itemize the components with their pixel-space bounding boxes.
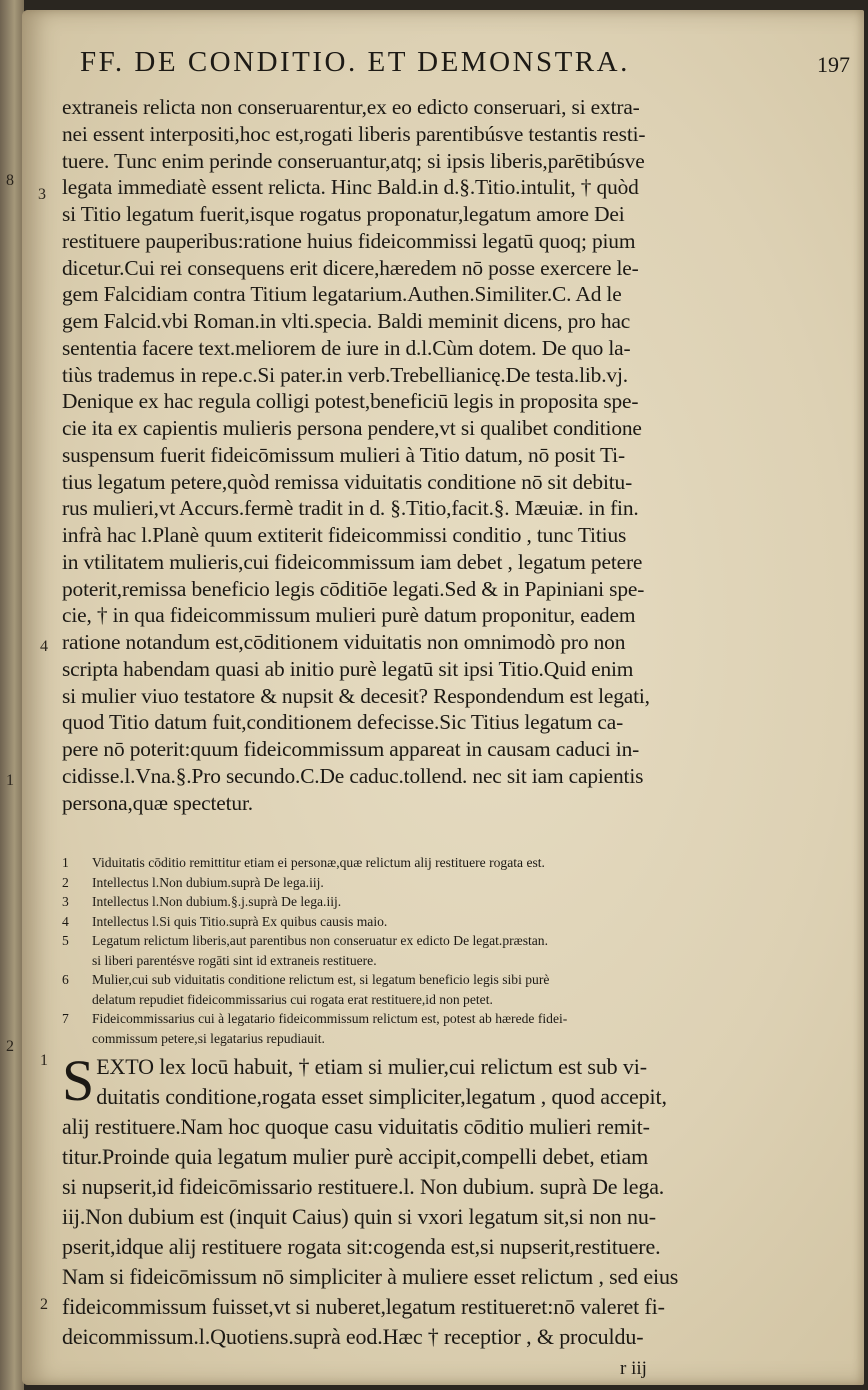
text-line: poterit,remissa beneficio legis cōditiōe legati.Sed & in Papiniani spe- — [62, 576, 645, 601]
margin-number: 1 — [40, 1052, 48, 1069]
section-text — [62, 1048, 742, 1352]
text-line: cie, † in qua fideicommissum mulieri purè datum proponitur, eadem — [62, 603, 636, 628]
text-line: cie ita ex capientis mulieris persona pendere,vt si qualibet conditione — [62, 416, 642, 440]
text-line: nei essent interpositi,hoc est,rogati liberis parentibúsve testantis resti- — [62, 121, 646, 146]
note-line: 2 Intellectus l.Non dubium.suprà De lega.iij. — [62, 874, 324, 890]
text-line: extraneis relicta non conseruarentur,ex eo edicto conseruari, si extra- — [62, 95, 640, 119]
note-line: 1 Viduitatis cōditio remittitur etiam ei personæ,quæ relictum alij restituere rogata est. — [62, 855, 545, 870]
drop-cap: S — [62, 1048, 95, 1113]
note-line: 3 Intellectus l.Non dubium.§.j.suprà De lega.iij. — [62, 894, 342, 909]
text-line: rus mulieri,vt Accurs.fermè tradit in d. §.Titio,facit.§. Mæuiæ. in fin. — [62, 496, 639, 521]
margin-number: 8 — [6, 172, 14, 189]
note-line: 7 Fideicommissarius cui à legatario fideicommissum relictum est, potest ab hærede fidei- — [62, 1011, 568, 1026]
text-line: sententia facere text.meliorem de iure in d.l.Cùm dotem. De quo la- — [62, 335, 631, 360]
note-line: 4 Intellectus l.Si quis Titio.suprà Ex quibus causis maio. — [62, 913, 388, 929]
main-text — [62, 94, 722, 816]
text-line: dicetur.Cui rei consequens erit dicere,hæredem nō posse exercere le- — [62, 255, 639, 280]
text-line: legata immediatè essent relicta. Hinc Bald.in d.§.Titio.intulit, † quòd — [62, 175, 639, 200]
catchword: r iij — [620, 1358, 647, 1379]
text-line: scripta habendam quasi ab initio purè legatū sit ipsi Titio.Quid enim — [62, 656, 634, 681]
margin-number: 4 — [40, 638, 48, 655]
margin-number: 3 — [38, 186, 46, 203]
running-title: FF. DE CONDITIO. ET DEMONSTRA. — [80, 46, 630, 78]
text-line: iij.Non dubium est (inquit Caius) quin si vxori legatum sit,si non nu- — [62, 1204, 656, 1229]
text-line: EXTO lex locū habuit, † etiam si mulier,cui relictum est sub vi- — [96, 1054, 647, 1079]
text-line: pere nō poterit:quum fideicommissum appareat in causam caduci in- — [62, 737, 640, 761]
text-line: tiùs trademus in repe.c.Si pater.in verb.Trebellianicę.De testa.lib.vj. — [62, 362, 628, 387]
text-line: cidisse.l.Vna.§.Pro secundo.C.De caduc.tollend. nec sit iam capientis — [62, 763, 644, 788]
folio-number: 197 — [817, 52, 850, 77]
text-line: si nupserit,id fideicōmissario restituere.l. Non dubium. suprà De lega. — [62, 1174, 665, 1199]
text-line: gem Falcid.vbi Roman.in vlti.specia. Baldi meminit dicens, pro hac — [62, 309, 631, 333]
running-head — [80, 46, 850, 86]
text-line: infrà hac l.Planè quum extiterit fideicommissi conditio , tunc Titius — [62, 523, 627, 547]
text-line: Nam si fideicōmissum nō simpliciter à muliere esset relictum , sed eius — [62, 1264, 679, 1289]
book-page — [6, 10, 864, 1385]
text-line: alij restituere.Nam hoc quoque casu viduitatis cōditio mulieri remit- — [62, 1114, 650, 1139]
text-line: Denique ex hac regula colligi potest,beneficiū legis in proposita spe- — [62, 389, 639, 414]
summary-notes — [62, 853, 742, 1048]
text-line: pserit,idque alij restituere rogata sit:cogenda est,si nupserit,restituere. — [62, 1234, 661, 1259]
text-line: si Titio legatum fuerit,isque rogatus proponatur,legatum amore Dei — [62, 202, 625, 226]
margin-number: 2 — [6, 1038, 14, 1055]
note-line: 6 Mulier,cui sub viduitatis conditione relictum est, si legatum beneficio legis sibi purè — [62, 972, 550, 987]
text-line: quod Titio datum fuit,conditionem defecisse.Sic Titius legatum ca- — [62, 710, 624, 735]
note-line: commissum petere,si legatarius repudiauit. — [92, 1030, 325, 1046]
note-line: 5 Legatum relictum liberis,aut parentibus non conseruatur ex edicto De legat.præstan. — [62, 933, 549, 948]
text-line: persona,quæ spectetur. — [62, 790, 253, 815]
text-line: deicommissum.l.Quotiens.suprà eod.Hæc † receptior , & proculdu- — [62, 1324, 644, 1349]
text-line: fideicommissum fuisset,vt si nuberet,legatum restitueret:nō valeret fi- — [62, 1294, 665, 1319]
text-line: gem Falcidiam contra Titium legatarium.Authen.Similiter.C. Ad le — [62, 282, 622, 307]
text-line: restituere pauperibus:ratione huius fideicommissi legatū quoq; pium — [62, 228, 636, 253]
text-line: in vtilitatem mulieris,cui fideicommissum iam debet , legatum petere — [62, 549, 643, 574]
text-line: titur.Proinde quia legatum mulier purè accipit,compelli debet, etiam — [62, 1144, 649, 1169]
text-line: si mulier viuo testatore & nupsit & decesit? Respondendum est legati, — [62, 683, 650, 708]
text-line: duitatis conditione,rogata esset simpliciter,legatum , quod accepit, — [96, 1084, 667, 1109]
text-line: tuere. Tunc enim perinde conseruantur,atq; si ipsis liberis,parētibúsve — [62, 148, 645, 173]
note-line: delatum repudiet fideicommissarius cui rogata erat restituere,id non petet. — [92, 991, 493, 1007]
text-line: suspensum fuerit fideicōmissum mulieri à Titio datum, nō posit Ti- — [62, 442, 625, 467]
adjacent-page-edge — [0, 0, 24, 1390]
note-line: si liberi parentésve rogāti sint id extraneis restituere. — [92, 952, 377, 968]
margin-number: 2 — [40, 1296, 48, 1313]
margin-number: 1 — [6, 772, 14, 789]
text-line: tius legatum petere,quòd remissa viduitatis conditione nō sit debitu- — [62, 469, 633, 494]
text-line: ratione notandum est,cōditionem viduitatis non omnimodò pro non — [62, 630, 626, 654]
